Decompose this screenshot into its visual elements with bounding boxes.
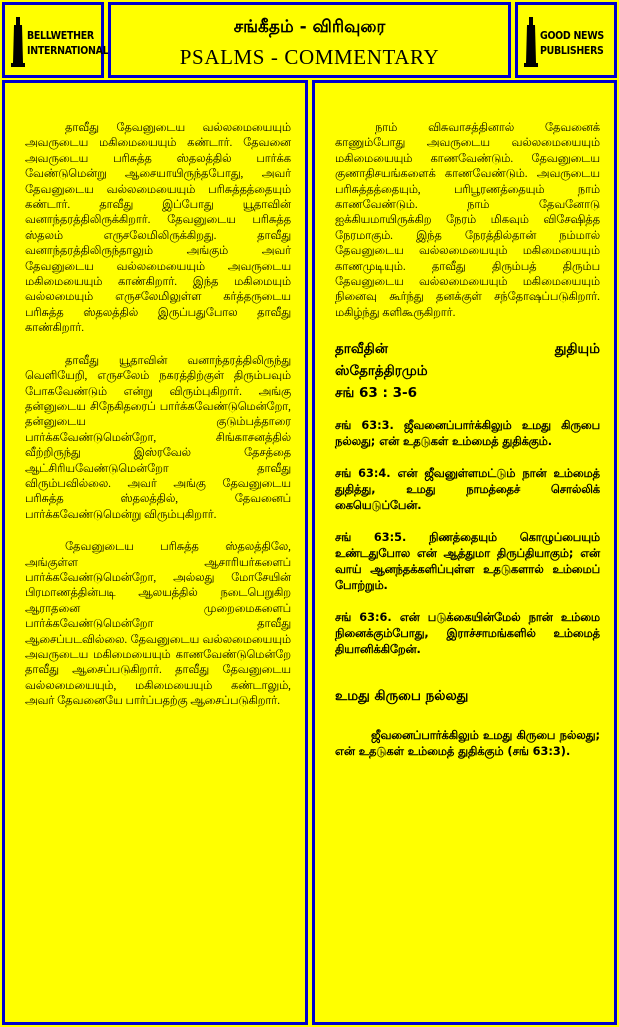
subheading: உமது கிருபை நல்லது <box>335 688 469 705</box>
page-header <box>108 2 511 78</box>
section-title-word2: துதியும் <box>554 341 600 358</box>
tower-icon <box>11 17 25 67</box>
tower-icon <box>524 17 538 67</box>
section-title-reference: சங் 63 : 3-6 <box>335 385 417 402</box>
logo-left-line2: INTERNATIONAL <box>27 45 109 57</box>
final-paragraph: ஜீவனைப்பார்க்கிலும் உமது கிருபை நல்லது; என் உதடுகள் உம்மைத் துதிக்கும் (சங் 63:3). <box>335 729 600 759</box>
right-column <box>312 80 617 1025</box>
left-paragraph-2: தாவீது யூதாவின் வனாந்தரத்திலிருந்து வெளியேறி, எருசலேம் நகரத்திற்குள் திரும்பவும் போகவேண்டும் என்று விரும்புகிறார். அங்கு தன்னுடைய சிநேகிதரைப் பார்க்கவேண்டுமென்றோ, தன்னுடைய குடும்பத்தாரை பார்க்கவேண்டுமென்றோ, சிங்காசனத்தில் வீற்றிருந்து இஸ்ரவேல் தேசத்தை ஆட்சிரியவேண்டுமென்றோ தாவீது விரும்பவில்லை. அவர் அங்கு தேவனுடைய பரிசுத்த ஸ்தலத்தில், தேவனைப் பார்க்கவேண்டுமென்று விரும்புகிறார். <box>25 354 291 521</box>
section-title-line2: ஸ்தோத்திரமும் <box>335 363 428 380</box>
section-title-word1: தாவீதின் <box>335 341 388 358</box>
left-paragraph-3: தேவனுடைய பரிசுத்த ஸ்தலத்திலே, அங்குள்ள ஆசாரியர்களைப் பார்க்கவேண்டுமென்றோ, அல்லது மோசேயின் பிரமாணத்தின்படி ஆலயத்தில் நடைபெறுகிற ஆராதனை முறைமைகளைப் பார்க்கவேண்டுமென்றோ தாவீது ஆசைப்படவில்லை. தேவனுடைய வல்லமையையும் அவருடைய மகிமையையும் காணவேண்டுமென்றே தாவீது ஆசைப்படுகிறார். தாவீது தேவனுடைய வல்லமையையும், மகிமையையும் கண்டாலும், அவர் தேவனையே பார்ப்பதற்கு ஆசைப்படுகிறார். <box>25 541 291 708</box>
section-title <box>335 338 600 404</box>
logo-right-box <box>515 2 617 78</box>
good-news-logo <box>524 15 612 69</box>
verse-63-6: சங் 63:6. என் படுக்கையின்மேல் நான் உம்மை நினைக்கும்போது, இராச்சாமங்களில் உம்மைத் தியானிக்கிறேன். <box>335 611 600 657</box>
logo-right-line2: PUBLISHERS <box>540 45 604 57</box>
left-paragraph-1: தாவீது தேவனுடைய வல்லமையையும் அவருடைய மகிமையையும் கண்டார். தேவனை அவருடைய பரிசுத்த ஸ்தலத்தில் பார்க்க வேண்டுமென்று ஆசையாயிருந்தபோது, அவர் தேவனுடைய வல்லமையையும் பரிசுத்தத்தையும் கண்டார். தாவீது இப்போது யூதாவின் வனாந்தரத்திலிருக்கிறார். தேவனுடைய பரிசுத்த ஸ்தலம் எருசலேமிலிருக்கிறது. தாவீது வனாந்தரத்திலிருந்தாலும் அங்கும் அவர் தேவனுடைய வல்லமையையும் அவருடைய மகிமையையும் காண்கிறார். இந்த மகிமையும் வல்லமையும் எருசலேமிலுள்ள கர்த்தருடைய பரிசுத்த ஸ்தலத்தில் இருப்பதுபோல தாவீது காண்கிறார். <box>25 122 291 335</box>
header-tamil-title: சங்கீதம் - விரிவுரை <box>233 17 386 37</box>
logo-right-line1: GOOD NEWS <box>540 30 604 42</box>
verse-63-5: சங் 63:5. நிணத்தையும் கொழுப்பையும் உண்டதுபோல என் ஆத்துமா திருப்தியாகும்; என் வாய் ஆனந்தக்களிப்புள்ள உதடுகளால் உம்மைப் போற்றும். <box>335 531 600 593</box>
logo-left-line1: BELLWETHER <box>27 30 94 42</box>
verse-63-3: சங் 63:3. ஜீவனைப்பார்க்கிலும் உமது கிருபை நல்லது; என் உதடுகள் உம்மைத் துதிக்கும். <box>335 419 600 449</box>
bellwether-logo <box>11 15 109 69</box>
verse-63-4: சங் 63:4. என் ஜீவனுள்ளமட்டும் நான் உம்மைத் துதித்து, உமது நாமத்தைச் சொல்லிக் கையெடுப்பேன். <box>335 467 600 513</box>
logo-left-box <box>2 2 109 78</box>
header-english-title: PSALMS - COMMENTARY <box>179 45 440 69</box>
left-column <box>2 80 308 1025</box>
right-intro-paragraph: நாம் விசுவாசத்தினால் தேவனைக் காணும்போது அவருடைய வல்லமையையும் மகிமையையும் காணவேண்டும். தேவனுடைய குணாதிசயங்களைக் காணவேண்டும். அவருடைய பரிசுத்தத்தையும், பரிபூரணத்தையும் நாம் காணவேண்டும். நாம் தேவனோடு ஐக்கியமாயிருக்கிற நேரம் மிகவும் விசேஷித்த நேரமாகும். இந்த நேரத்தில்தான் நம்மால் தேவனுடைய வல்லமையையும் மகிமையையும் காணமுடியும். தாவீது திரும்பத் திரும்ப தேவனுடைய வல்லமையையும் மகிமையையும் நினைவு கூர்ந்து தனக்குள் சந்தோஷப்படுகிறார். மகிழ்ந்து களிகூருகிறார். <box>335 122 600 319</box>
